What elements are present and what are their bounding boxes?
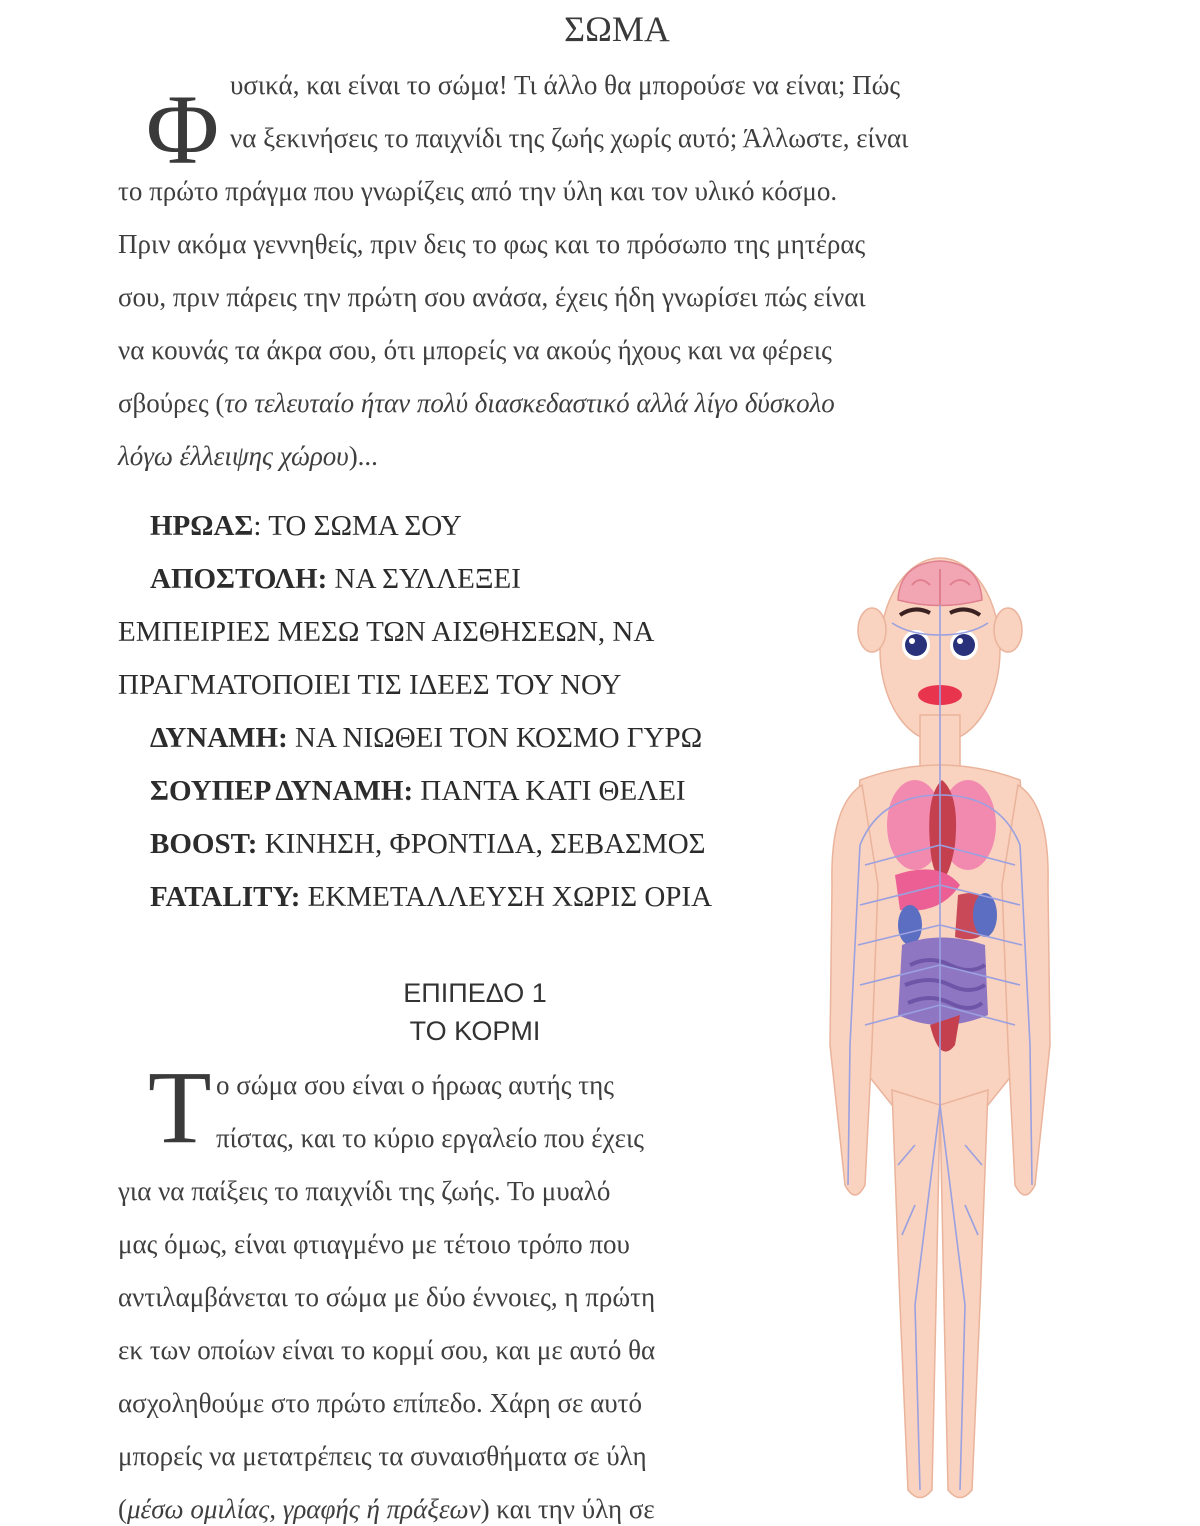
intro-line-8-b: )...: [348, 441, 378, 471]
stat-mission-value-1: ΝΑ ΣΥΛΛΕΞΕΙ: [327, 563, 521, 595]
stat-boost: [150, 828, 706, 861]
level-line-9-italic: μέσω ομιλίας, γραφής ή πράξεων: [127, 1494, 481, 1524]
stat-hero: [150, 510, 462, 543]
intro-line-6: να κουνάς τα άκρα σου, ότι μπορείς να ακούς ήχους και να φέρεις: [118, 335, 832, 365]
page-title: ΣΩΜΑ: [564, 9, 670, 49]
level-line-1: ο σώμα σου είναι ο ήρωας αυτής της: [216, 1070, 614, 1100]
intro-line-7-a: σβούρες (: [118, 388, 225, 418]
stat-fatality-value: ΕΚΜΕΤΑΛΛΕΥΣΗ ΧΩΡΙΣ ΟΡΙΑ: [300, 881, 713, 913]
level-line-6: εκ των οποίων είναι το κορμί σου, και με αυτό θα: [118, 1335, 656, 1365]
stat-super-label: ΣΟΥΠΕΡ ΔΥΝΑΜΗ:: [150, 775, 414, 807]
level-line-9-c: ) και την ύλη σε: [480, 1494, 655, 1524]
level-heading: ΕΠΙΠΕΔΟ 1: [403, 978, 547, 1008]
stat-hero-value: : ΤΟ ΣΩΜΑ ΣΟΥ: [253, 510, 462, 542]
stat-hero-label: ΗΡΩΑΣ: [150, 510, 254, 542]
intro-line-8-italic: λόγω έλλειψης χώρου: [118, 441, 349, 471]
stat-super-value: ΠΑΝΤΑ ΚΑΤΙ ΘΕΛΕΙ: [413, 775, 686, 807]
level-line-4: μας όμως, είναι φτιαγμένο με τέτοιο τρόπο που: [118, 1229, 630, 1259]
level-drop-cap: Τ: [148, 1050, 212, 1165]
intro-line-7-italic: το τελευταίο ήταν πολύ διασκεδαστικό αλλά λίγο δύσκολο: [224, 388, 835, 418]
level-line-8: μπορείς να μετατρέπεις τα συναισθήματα σε ύλη: [118, 1441, 647, 1471]
stat-mission-line-2: ΕΜΠΕΙΡΙΕΣ ΜΕΣΩ ΤΩΝ ΑΙΣΘΗΣΕΩΝ, ΝΑ: [118, 616, 655, 648]
stat-power-label: ΔΥΝΑΜΗ:: [150, 722, 288, 754]
level-subheading: ΤΟ ΚΟΡΜΙ: [409, 1016, 541, 1046]
stat-power-value: ΝΑ ΝΙΩΘΕΙ ΤΟΝ ΚΟΣΜΟ ΓΥΡΩ: [287, 722, 703, 754]
intro-line-7: [118, 388, 835, 419]
stat-fatality: [150, 881, 712, 914]
intro-line-3: το πρώτο πράγμα που γνωρίζεις από την ύλη και τον υλικό κόσμο.: [118, 176, 838, 206]
stat-power: [150, 722, 702, 755]
body-anatomy-illustration: [820, 545, 1080, 1520]
level-line-2: πίστας, και το κύριο εργαλείο που έχεις: [216, 1123, 644, 1153]
intro-line-8: [118, 441, 378, 472]
level-line-3: για να παίξεις το παιχνίδι της ζωής. Το μυαλό: [118, 1176, 611, 1206]
stat-boost-value: ΚΙΝΗΣΗ, ΦΡΟΝΤΙΔΑ, ΣΕΒΑΣΜΟΣ: [257, 828, 706, 860]
stat-mission: [150, 563, 521, 596]
level-line-9-a: (: [118, 1494, 127, 1524]
level-line-5: αντιλαμβάνεται το σώμα με δύο έννοιες, η πρώτη: [118, 1282, 656, 1312]
stat-boost-label: BOOST:: [150, 828, 258, 860]
intro-line-5: σου, πριν πάρεις την πρώτη σου ανάσα, έχεις ήδη γνωρίσει πώς είναι: [118, 282, 866, 312]
stat-mission-line-3: ΠΡΑΓΜΑΤΟΠΟΙΕΙ ΤΙΣ ΙΔΕΕΣ ΤΟΥ ΝΟΥ: [118, 669, 622, 701]
intro-line-1: υσικά, και είναι το σώμα! Τι άλλο θα μπορούσε να είναι; Πώς: [230, 70, 901, 100]
level-line-9: [118, 1494, 655, 1525]
intro-line-4: Πριν ακόμα γεννηθείς, πριν δεις το φως και το πρόσωπο της μητέρας: [118, 229, 866, 259]
intro-line-2: να ξεκινήσεις το παιχνίδι της ζωής χωρίς αυτό; Άλλωστε, είναι: [230, 123, 909, 153]
stat-mission-label: ΑΠΟΣΤΟΛΗ:: [150, 563, 328, 595]
stat-fatality-label: FATALITY:: [150, 881, 301, 913]
intro-drop-cap: Φ: [146, 74, 220, 185]
stat-super-power: [150, 775, 686, 808]
level-line-7: ασχοληθούμε στο πρώτο επίπεδο. Χάρη σε αυτό: [118, 1388, 642, 1418]
